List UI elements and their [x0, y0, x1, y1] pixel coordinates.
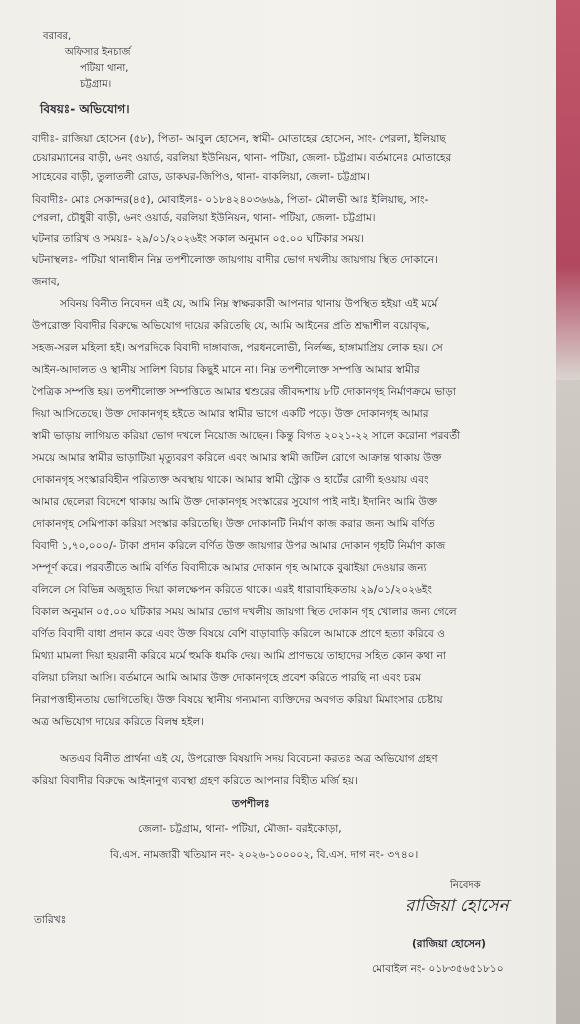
applicant-name: (রাজিয়া হোসেন): [412, 938, 486, 950]
body-line: বর্ণিত বিবাদী বাধা প্রদান করে এবং উক্ত বিষয়ে বেশি বাড়াবাড়ি করিলে আমাকে প্রাণে হত্যা করিবে ও: [32, 628, 445, 640]
red-folder-edge: [556, 0, 580, 380]
signature: রাজিয়া হোসেন: [405, 896, 509, 916]
body-line: অত্র অভিযোগ দায়ের করিতে বিলম্ব হইল।: [32, 716, 204, 728]
schedule-line-2: বি.এস. নামজারী খতিয়ান নং- ২০২৬-১০০০০২, বি.এস. দাগ নং- ৩৭৪০।: [110, 849, 419, 861]
mobile-number: মোবাইল নং- ০১৮৩৫৬৫১৮১০: [372, 963, 504, 975]
defendant-line-2: পেরলা, চৌধুরী বাড়ী, ৬নং ওয়ার্ড, বরলিয়া ইউনিয়ন, থানা- পটিয়া, জেলা- চট্টগ্রাম।: [32, 212, 376, 224]
body-line: পৈত্রিক সম্পত্তি হয়। তপশীলোক্ত সম্পত্তিতে আমার শ্বশুরের জীবদ্দশায় ৮টি দোকানগৃহ নির্মাণক্রমে ভাড়া: [32, 386, 456, 398]
body-line: স্বামী ভাড়ায় লাগিয়ত করিয়া ভোগ দখলে নিয়োজ আছেন। কিন্তু বিগত ২০২১-২২ সালে করোনা পরবর্তী: [32, 430, 461, 442]
schedule-heading: তপশীলঃ: [232, 798, 270, 810]
date-label: তারিখঃ: [34, 914, 67, 926]
body-line: বিবাদী ১,৭০,০০০/- টাকা প্রদান করিলে বর্ণিত উক্ত জায়গার উপর আমার দোকান গৃহটি নির্মাণ কাজ: [32, 540, 446, 552]
defendant-line-1: বিবাদীঃ- মোঃ সেকান্দর(৪৫), মোবাইলঃ- ০১৮৪২৪০৩৬৬৯, পিতা- মৌলভী আঃ ইলিয়াছ, সাং-: [32, 194, 429, 206]
body-line: সম্পূর্ণ করে। পরবর্তীতে আমি বর্ণিত বিবাদীকে আমার দোকান গৃহ আমাকে বুঝাইয়া দেওয়ার জন্য: [32, 562, 427, 574]
body-line: বিকাল অনুমান ০৫.০০ ঘটিকার সময় আমার ভোগ দখলীয় জায়গা স্থিত দোকান গৃহ খোলার জন্য গেলে: [32, 606, 457, 618]
body-line: বলিলে সে বিভিন্ন অজুহাত দিয়া কালক্ষেপন করিতে থাকে। এরই ধারাবাহিকতায় ২৯/০১/২০২৬ইং: [32, 584, 432, 596]
incident-time: ঘটনার তারিখ ও সময়ঃ- ২৯/০১/২০২৬ইং সকাল অনুমান ০৫.০০ ঘটিকার সময়।: [32, 233, 365, 245]
body-line: আইন-আদালত ও স্থানীয় সালিশ বিচার কিছুই মানে না। নিম্ন তপশীলোক্ত সম্পত্তি আমার স্বামীর: [32, 364, 420, 376]
salutation: জনাব,: [32, 276, 60, 288]
prayer-line: অতএব বিনীত প্রার্থনা এই যে, উপরোক্ত বিষয়াদি সদয় বিবেচনা করতঃ অত্র অভিযোগ গ্রহণ: [60, 753, 438, 765]
address-to: বরাবর,: [43, 31, 72, 42]
plaintiff-line-2: চেয়ারম্যানের বাড়ী, ৬নং ওয়ার্ড, বরলিয়া ইউনিয়ন, থানা- পটিয়া, জেলা- চট্টগ্রাম। বর্তমানেঃ মোতাহের: [32, 152, 452, 164]
subject: বিষয়ঃ- অভিযোগ।: [40, 102, 130, 116]
body-line: সবিনয় বিনীত নিবেদন এই যে, আমি নিম্ন স্বাক্ষরকারী আপনার থানায় উপস্থিত হইয়া এই মর্মে: [60, 298, 438, 310]
plaintiff-line-3: সাহেবের বাড়ী, তুলাতলী রোড, ডাকঘর-জিপিও, থানা- বাকলিয়া, জেলা- চট্টগ্রাম।: [32, 171, 371, 183]
body-line: নিরাপত্তাহীনতায় ভোগিতেছি। উক্ত বিষয়ে স্থানীয় গন্যমান্য ব্যক্তিদের অবগত করিয়া মিমাংসার চেষ্টায়: [32, 694, 443, 706]
plaintiff-line-1: বাদীঃ- রাজিয়া হোসেন (৫৮), পিতা- আবুল হোসেন, স্বামী- মোতাহের হোসেন, সাং- পেরলা, ইলিয়াছ: [32, 133, 446, 145]
prayer-line: করিয়া বিবাদীর বিরুদ্ধে আইনানুগ ব্যবস্থা গ্রহণ করিতে আপনার বিহীত মর্জি হয়।: [32, 775, 358, 787]
schedule-line-1: জেলা- চট্টগ্রাম, থানা- পটিয়া, মৌজা- বরইকোড়া,: [138, 823, 342, 835]
body-line: সহজ-সরল মহিলা হই। অপরদিকে বিবাদী দাঙ্গাবাজ, পরধনলোভী, নির্লজ্জ, হাঙ্গামাপ্রিয় লোক হয়। সে: [32, 342, 443, 354]
body-line: বলিয়া চলিয়া আসি। বর্তমানে আমি আমার উক্ত দোকানগৃহে প্রবেশ করিতে পারছি না এবং চরম: [32, 672, 422, 684]
body-line: সময়ে আমার স্বামীর ভাড়াটিয়া মৃত্যুবরণ করিলে এবং আমার স্বামী জটিল রোগে আক্রান্ত থাকায় উক্ত: [32, 452, 442, 464]
body-line: দোকানগৃহ সেমিপাকা করিয়া সংস্কার করিতেছি। উক্ত দোকানটি নির্মাণ কাজ করার জন্য আমি বর্ণিত: [32, 518, 435, 530]
address-district: চট্টগ্রাম।: [80, 79, 112, 90]
address-officer: অফিসার ইনচার্জ: [65, 47, 131, 58]
body-line: দিয়া আসিতেছে। উক্ত দোকানগৃহ হইতে আমার স্বামীর ভাগে একটি পড়ে। উক্ত দোকানগৃহ আমার: [32, 408, 429, 420]
body-line: দোকানগৃহ সংস্কারবিহীন পরিত্যক্ত অবস্থায় থাকে। আমার স্বামী স্ট্রোক ও হার্টের রোগী হওয়ায় এবং: [32, 474, 429, 486]
body-line: আমার ছেলেরা বিদেশে থাকায় আমি উক্ত দোকানগৃহ সংস্কারের সুযোগ পাই নাই। ইদানিং আমি উক্ত: [32, 496, 437, 508]
background-edge: [556, 380, 580, 1024]
incident-place: ঘটনাস্থলঃ- পটিয়া থানাধীন নিম্ন তপশীলোক্ত জায়গায় বাদীর ভোগ দখলীয় জায়গায় স্থিত দোকানে।: [32, 254, 438, 266]
body-line: মিথ্যা মামলা দিয়া হয়রানী করিবে মর্মে হুমকি ধমকি দেয়। আমি প্রাণভয়ে তাহাদের সহিত কোন কথা না: [32, 650, 446, 662]
body-line: উপরোক্ত বিবাদীর বিরুদ্ধে অভিযোগ দায়ের করিতেছি যে, আমি আইনের প্রতি শ্রদ্ধাশীল বয়োবৃদ্ধ,: [32, 320, 430, 332]
address-station: পটিয়া থানা,: [80, 63, 129, 74]
applicant-label: নিবেদক: [450, 880, 481, 891]
